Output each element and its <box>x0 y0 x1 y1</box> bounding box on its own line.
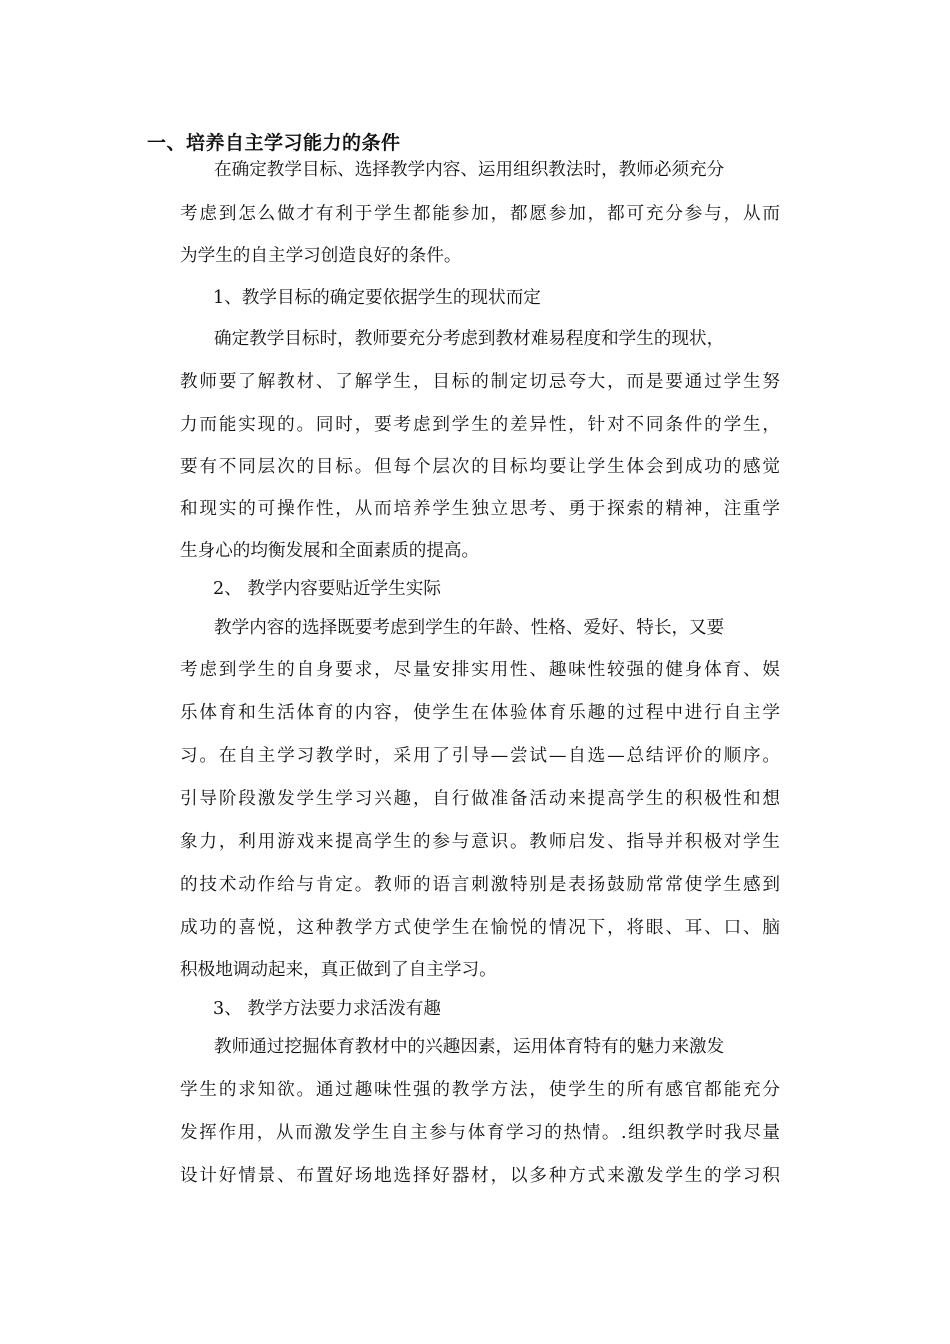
paragraph-line: 乐体育和生活体育的内容，使学生在体验体育乐趣的过程中进行自主学 <box>180 703 780 723</box>
subheading-2: 2、 教学内容要贴近学生实际 <box>213 579 441 599</box>
paragraph-line: 生身心的均衡发展和全面素质的提高。 <box>180 541 480 561</box>
paragraph-line: 习。在自主学习教学时，采用了引导—尝试—自选—总结评价的顺序。 <box>180 746 780 766</box>
paragraph-line: 为学生的自主学习创造良好的条件。 <box>180 246 462 266</box>
paragraph-line: 教学内容的选择既要考虑到学生的年龄、性格、爱好、特长，又要 <box>214 618 725 638</box>
paragraph-line: 设计好情景、布置好场地选择好器材，以多种方式来激发学生的学习积 <box>180 1166 780 1186</box>
paragraph-line: 考虑到学生的自身要求，尽量安排实用性、趣味性较强的健身体育、娱 <box>180 660 780 680</box>
paragraph-line: 在确定教学目标、选择教学内容、运用组织教法时，教师必须充分 <box>214 160 725 180</box>
paragraph-line: 引导阶段激发学生学习兴趣，自行做准备活动来提高学生的积极性和想 <box>180 789 780 809</box>
paragraph-line: 学生的求知欲。通过趣味性强的教学方法，使学生的所有感官都能充分 <box>180 1080 780 1100</box>
paragraph-line: 教师通过挖掘体育教材中的兴趣因素，运用体育特有的魅力来激发 <box>214 1037 725 1057</box>
paragraph-line: 和现实的可操作性，从而培养学生独立思考、勇于探索的精神，注重学 <box>180 499 780 519</box>
paragraph-line: 发挥作用，从而激发学生自主参与体育学习的热情。.组织教学时我尽量 <box>180 1123 780 1143</box>
paragraph-line: 考虑到怎么做才有利于学生都能参加，都愿参加，都可充分参与，从而 <box>180 204 780 224</box>
paragraph-line: 力而能实现的。同时，要考虑到学生的差异性，针对不同条件的学生， <box>180 415 780 435</box>
paragraph-line: 积极地调动起来，真正做到了自主学习。 <box>180 960 497 980</box>
subheading-3: 3、 教学方法要力求活泼有趣 <box>213 999 441 1019</box>
paragraph-line: 要有不同层次的目标。但每个层次的目标均要让学生体会到成功的感觉 <box>180 457 780 477</box>
section-heading: 一、培养自主学习能力的条件 <box>147 132 401 154</box>
paragraph-line: 成功的喜悦，这种教学方式使学生在愉悦的情况下，将眼、耳、口、脑 <box>180 918 780 938</box>
paragraph-line: 确定教学目标时，教师要充分考虑到教材难易程度和学生的现状， <box>214 329 725 349</box>
subheading-1: 1、教学目标的确定要依据学生的现状而定 <box>213 288 541 308</box>
paragraph-line: 象力，利用游戏来提高学生的参与意识。教师启发、指导并积极对学生 <box>180 832 780 852</box>
paragraph-line: 的技术动作给与肯定。教师的语言刺激特别是表扬鼓励常常使学生感到 <box>180 875 780 895</box>
paragraph-line: 教师要了解教材、了解学生，目标的制定切忌夸大，而是要通过学生努 <box>180 372 780 392</box>
